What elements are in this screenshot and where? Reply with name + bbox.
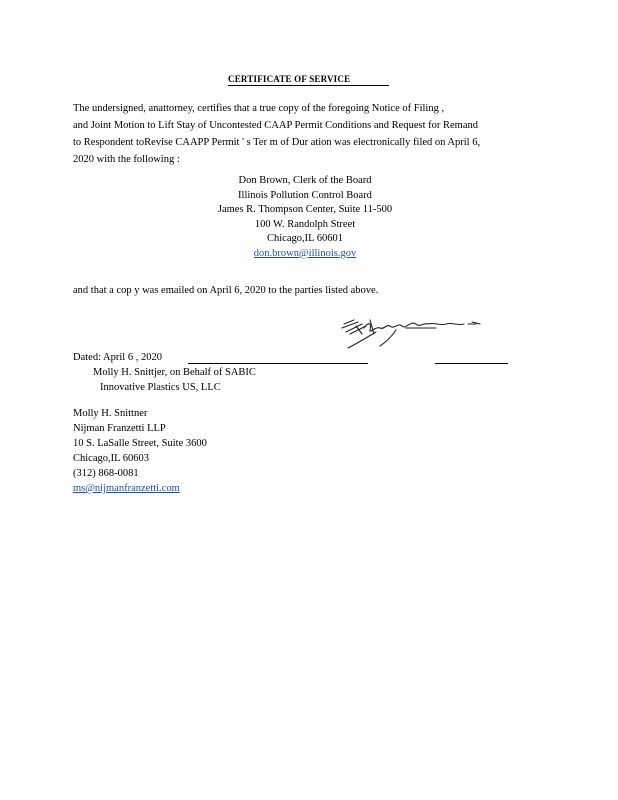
handwritten-signature <box>336 314 486 354</box>
contact-email-link[interactable]: ms@nijmanfranzetti.com <box>73 483 180 494</box>
recipient-email-link[interactable]: don.brown@illinois.gov <box>253 247 357 259</box>
contact-firm: Nijman Franzetti LLP <box>73 423 166 434</box>
recipient-city: Chicago,IL 60601 <box>266 233 343 244</box>
paragraph-line: The undersigned, anattorney, certifies that a true copy of the foregoing Notice of Filing , <box>73 103 445 114</box>
paragraph-line: 2020 with the following : <box>73 154 180 165</box>
recipient-name: Don Brown, Clerk of the Board <box>238 175 372 186</box>
dated-line: Dated: April 6 , 2020 <box>73 352 162 363</box>
signature-line <box>188 363 368 364</box>
signer-name-line: Molly H. Snittjer, on Behalf of SABIC <box>93 367 256 378</box>
paragraph-line: to Respondent toRevise CAAPP Permit ' s Ter m of Dur ation was electronically filed on April 6, <box>73 137 481 148</box>
recipient-organization: Illinois Pollution Control Board <box>238 189 372 201</box>
certification-paragraph <box>73 100 545 168</box>
signature-line-short <box>435 363 508 364</box>
recipient-building: James R. Thompson Center, Suite 11-500 <box>217 204 393 215</box>
contact-block <box>73 406 207 496</box>
contact-address: 10 S. LaSalle Street, Suite 3600 <box>73 438 207 449</box>
signer-company-line: Innovative Plastics US, LLC <box>100 381 221 393</box>
paragraph-line: and Joint Motion to Lift Stay of Uncontested CAAP Permit Conditions and Request for Remand <box>73 120 478 131</box>
certificate-title: CERTIFICATE OF SERVICE <box>228 74 351 84</box>
contact-city: Chicago,IL 60603 <box>73 453 150 464</box>
email-service-sentence: and that a cop y was emailed on April 6, 2020 to the parties listed above. <box>73 285 379 296</box>
title-underline <box>228 85 389 86</box>
signer-block <box>93 366 256 395</box>
recipient-address-block <box>200 174 410 261</box>
recipient-street: 100 W. Randolph Street <box>254 218 356 230</box>
contact-name: Molly H. Snittner <box>73 408 148 419</box>
contact-phone: (312) 868-0081 <box>73 468 139 479</box>
